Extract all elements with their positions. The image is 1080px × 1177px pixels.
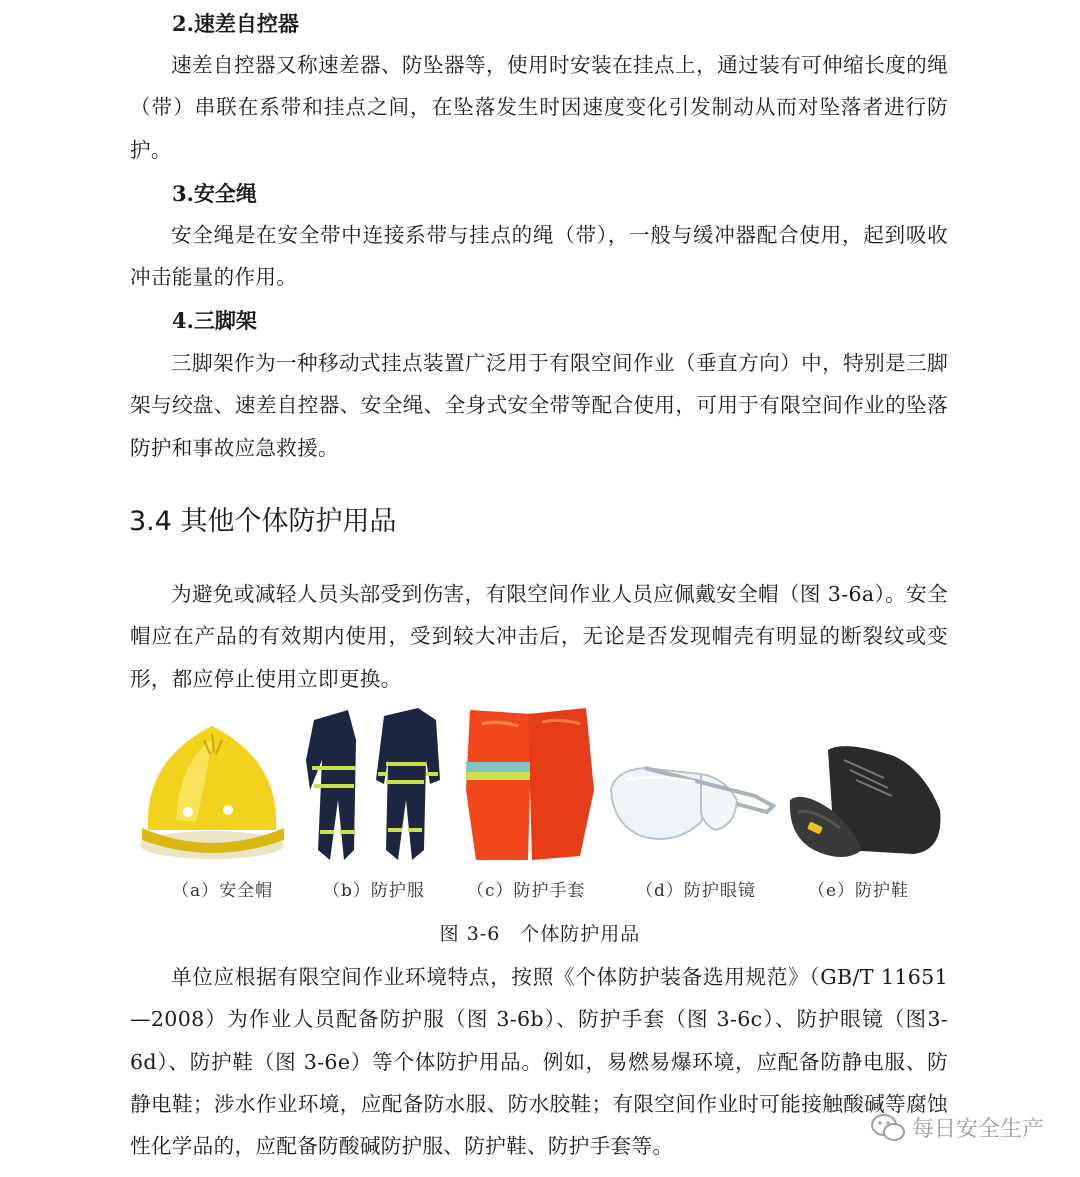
- watermark-text: 每日安全生产: [911, 1117, 1044, 1142]
- para-helmet: 为避免或减轻人员头部受到伤害，有限空间作业人员应佩戴安全帽（图 3-6a）。安全帽应在产品的有效期内使用，受到较大冲击后，无论是否发现帽壳有明显的断裂纹或变形，都应停止使用立即更换。: [130, 582, 948, 691]
- para-speed-controller: 速差自控器又称速差器、防坠器等，使用时安装在挂点上，通过装有可伸缩长度的绳（带）串联在系带和挂点之间，在坠落发生时因速度变化引发制动从而对坠落者进行防护。: [130, 53, 948, 162]
- heading-safety-rope: 3.安全绳: [172, 181, 257, 206]
- protective-suit-image: [300, 700, 450, 870]
- figure-title: 图 3-6 个体防护用品: [439, 923, 641, 945]
- heading-speed-controller: 2.速差自控器: [172, 11, 299, 36]
- heading-tripod: 4.三脚架: [172, 308, 257, 333]
- gloves-image: [462, 700, 596, 870]
- caption-gloves: （c）防护手套: [467, 881, 586, 901]
- helmet-image: [136, 700, 288, 870]
- goggles-image: [605, 700, 777, 870]
- para-safety-rope: 安全绳是在安全带中连接系带与挂点的绳（带），一般与缓冲器配合使用，起到吸收冲击能量的作用。: [130, 223, 948, 290]
- section-title: 3.4 其他个体防护用品: [129, 506, 397, 537]
- caption-suit: （b）防护服: [323, 881, 425, 901]
- para-ppe-selection: 单位应根据有限空间作业环境特点，按照《个体防护装备选用规范》（GB/T 11651—2008）为作业人员配备防护服（图 3-6b）、防护手套（图 3-6c）、防护眼镜（图3-6d）、防护鞋（图 3-6e）等个体防护用品。例如，易燃易爆环境，应配备防静电服、防静电鞋；涉水作业环境，应配备防水服、防水胶鞋；有限空间作业时可能接触酸碱等腐蚀性化学品的，应配备防酸碱防护服、防护鞋、防护手套等。: [130, 965, 948, 1159]
- watermark: [870, 1112, 1044, 1143]
- caption-helmet: （a）安全帽: [172, 881, 274, 901]
- para-tripod: 三脚架作为一种移动式挂点装置广泛用于有限空间作业（垂直方向）中，特别是三脚架与绞盘、速差自控器、安全绳、全身式安全带等配合使用，可用于有限空间作业的坠落防护和事故应急救援。: [130, 351, 948, 460]
- caption-shoes: （e）防护鞋: [808, 881, 910, 901]
- caption-goggles: （d）防护眼镜: [636, 881, 756, 901]
- wechat-icon: [870, 1113, 906, 1143]
- shoes-image: [784, 700, 946, 870]
